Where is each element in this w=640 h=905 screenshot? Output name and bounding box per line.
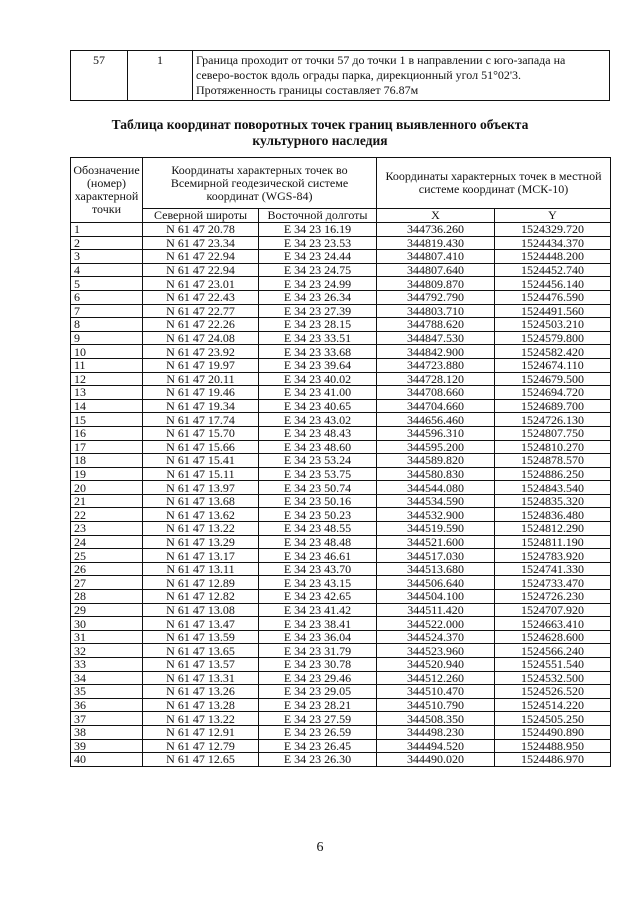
- longitude-cell: E 34 23 29.46: [259, 671, 377, 685]
- y-coordinate-cell: 1524726.230: [495, 590, 611, 604]
- y-coordinate-cell: 1524878.570: [495, 454, 611, 468]
- y-coordinate-cell: 1524726.130: [495, 413, 611, 427]
- longitude-cell: E 34 23 30.78: [259, 658, 377, 672]
- point-number-cell: 14: [71, 399, 143, 413]
- latitude-cell: N 61 47 15.70: [143, 426, 259, 440]
- latitude-cell: N 61 47 13.68: [143, 494, 259, 508]
- x-coordinate-cell: 344807.410: [377, 250, 495, 264]
- y-coordinate-cell: 1524566.240: [495, 644, 611, 658]
- point-number-cell: 24: [71, 535, 143, 549]
- latitude-cell: N 61 47 23.01: [143, 277, 259, 291]
- table-row: [71, 263, 611, 277]
- table-row: [71, 277, 611, 291]
- latitude-cell: N 61 47 13.08: [143, 603, 259, 617]
- y-coordinate-cell: 1524452.740: [495, 263, 611, 277]
- y-coordinate-cell: 1524836.480: [495, 508, 611, 522]
- longitude-cell: E 34 23 26.59: [259, 725, 377, 739]
- header-latitude: Северной широты: [143, 209, 259, 223]
- y-coordinate-cell: 1524807.750: [495, 426, 611, 440]
- point-number-cell: 28: [71, 590, 143, 604]
- y-coordinate-cell: 1524448.200: [495, 250, 611, 264]
- table-row: [71, 372, 611, 386]
- y-coordinate-cell: 1524694.720: [495, 386, 611, 400]
- point-number-cell: 2: [71, 236, 143, 250]
- latitude-cell: N 61 47 19.46: [143, 386, 259, 400]
- table-row: [71, 426, 611, 440]
- point-number-cell: 30: [71, 617, 143, 631]
- point-number-cell: 17: [71, 440, 143, 454]
- x-coordinate-cell: 344847.530: [377, 331, 495, 345]
- longitude-cell: E 34 23 38.41: [259, 617, 377, 631]
- longitude-cell: E 34 23 33.68: [259, 345, 377, 359]
- point-number-cell: 40: [71, 753, 143, 767]
- table-row: [71, 739, 611, 753]
- x-coordinate-cell: 344510.790: [377, 698, 495, 712]
- longitude-cell: E 34 23 48.48: [259, 535, 377, 549]
- x-coordinate-cell: 344490.020: [377, 753, 495, 767]
- table-row: [71, 671, 611, 685]
- latitude-cell: N 61 47 12.91: [143, 725, 259, 739]
- latitude-cell: N 61 47 13.26: [143, 685, 259, 699]
- longitude-cell: E 34 23 26.45: [259, 739, 377, 753]
- header-longitude: Восточной долготы: [259, 209, 377, 223]
- table-row: [71, 685, 611, 699]
- longitude-cell: E 34 23 43.15: [259, 576, 377, 590]
- table-row: [71, 386, 611, 400]
- x-coordinate-cell: 344819.430: [377, 236, 495, 250]
- table-row: [71, 250, 611, 264]
- y-coordinate-cell: 1524741.330: [495, 562, 611, 576]
- y-coordinate-cell: 1524810.270: [495, 440, 611, 454]
- x-coordinate-cell: 344792.790: [377, 290, 495, 304]
- latitude-cell: N 61 47 12.89: [143, 576, 259, 590]
- y-coordinate-cell: 1524811.190: [495, 535, 611, 549]
- point-number-cell: 15: [71, 413, 143, 427]
- latitude-cell: N 61 47 13.29: [143, 535, 259, 549]
- longitude-cell: E 34 23 28.21: [259, 698, 377, 712]
- table-title-line: Таблица координат поворотных точек границ выявленного объекта: [111, 117, 529, 132]
- y-coordinate-cell: 1524551.540: [495, 658, 611, 672]
- y-coordinate-cell: 1524707.920: [495, 603, 611, 617]
- point-number-cell: 7: [71, 304, 143, 318]
- x-coordinate-cell: 344524.370: [377, 630, 495, 644]
- table-row: [71, 658, 611, 672]
- longitude-cell: E 34 23 39.64: [259, 358, 377, 372]
- longitude-cell: E 34 23 41.00: [259, 386, 377, 400]
- table-row: [71, 549, 611, 563]
- point-number-cell: 10: [71, 345, 143, 359]
- point-number-cell: 1: [71, 223, 143, 237]
- y-coordinate-cell: 1524689.700: [495, 399, 611, 413]
- y-coordinate-cell: 1524490.890: [495, 725, 611, 739]
- longitude-cell: E 34 23 48.55: [259, 522, 377, 536]
- table-row: [71, 590, 611, 604]
- coordinates-table: [70, 157, 611, 767]
- latitude-cell: N 61 47 13.62: [143, 508, 259, 522]
- point-number-cell: 27: [71, 576, 143, 590]
- longitude-cell: E 34 23 33.51: [259, 331, 377, 345]
- latitude-cell: N 61 47 13.22: [143, 712, 259, 726]
- x-coordinate-cell: 344842.900: [377, 345, 495, 359]
- table-row: [71, 331, 611, 345]
- longitude-cell: E 34 23 48.60: [259, 440, 377, 454]
- x-coordinate-cell: 344508.350: [377, 712, 495, 726]
- latitude-cell: N 61 47 15.11: [143, 467, 259, 481]
- longitude-cell: E 34 23 36.04: [259, 630, 377, 644]
- latitude-cell: N 61 47 17.74: [143, 413, 259, 427]
- latitude-cell: N 61 47 13.97: [143, 481, 259, 495]
- header-x: X: [377, 209, 495, 223]
- longitude-cell: E 34 23 26.30: [259, 753, 377, 767]
- longitude-cell: E 34 23 23.53: [259, 236, 377, 250]
- y-coordinate-cell: 1524505.250: [495, 712, 611, 726]
- point-number-cell: 16: [71, 426, 143, 440]
- header-wgs84-group: Координаты характерных точек во Всемирной геодезической системе координат (WGS-84): [143, 158, 377, 209]
- latitude-cell: N 61 47 15.66: [143, 440, 259, 454]
- table-row: [71, 644, 611, 658]
- boundary-description: [193, 51, 610, 101]
- longitude-cell: E 34 23 29.05: [259, 685, 377, 699]
- x-coordinate-cell: 344580.830: [377, 467, 495, 481]
- point-number-cell: 32: [71, 644, 143, 658]
- page-number: 6: [316, 840, 324, 855]
- y-coordinate-cell: 1524783.920: [495, 549, 611, 563]
- boundary-row: [71, 51, 610, 101]
- table-row: [71, 535, 611, 549]
- longitude-cell: E 34 23 28.15: [259, 318, 377, 332]
- y-coordinate-cell: 1524835.320: [495, 494, 611, 508]
- y-coordinate-cell: 1524434.370: [495, 236, 611, 250]
- latitude-cell: N 61 47 20.11: [143, 372, 259, 386]
- table-row: [71, 522, 611, 536]
- point-number-cell: 11: [71, 358, 143, 372]
- point-number-cell: 19: [71, 467, 143, 481]
- x-coordinate-cell: 344803.710: [377, 304, 495, 318]
- latitude-cell: N 61 47 23.92: [143, 345, 259, 359]
- x-coordinate-cell: 344656.460: [377, 413, 495, 427]
- longitude-cell: E 34 23 43.02: [259, 413, 377, 427]
- latitude-cell: N 61 47 13.47: [143, 617, 259, 631]
- x-coordinate-cell: 344506.640: [377, 576, 495, 590]
- y-coordinate-cell: 1524476.590: [495, 290, 611, 304]
- description-line: Граница проходит от точки 57 до точки 1 в направлении с юго-запада на: [196, 53, 566, 67]
- table-row: [71, 562, 611, 576]
- table-row: [71, 345, 611, 359]
- x-coordinate-cell: 344517.030: [377, 549, 495, 563]
- point-number-cell: 34: [71, 671, 143, 685]
- x-coordinate-cell: 344510.470: [377, 685, 495, 699]
- latitude-cell: N 61 47 13.59: [143, 630, 259, 644]
- point-number-cell: 20: [71, 481, 143, 495]
- y-coordinate-cell: 1524491.560: [495, 304, 611, 318]
- latitude-cell: N 61 47 19.34: [143, 399, 259, 413]
- latitude-cell: N 61 47 13.65: [143, 644, 259, 658]
- latitude-cell: N 61 47 19.97: [143, 358, 259, 372]
- y-coordinate-cell: 1524886.250: [495, 467, 611, 481]
- latitude-cell: N 61 47 12.79: [143, 739, 259, 753]
- longitude-cell: E 34 23 42.65: [259, 590, 377, 604]
- point-number-cell: 25: [71, 549, 143, 563]
- y-coordinate-cell: 1524526.520: [495, 685, 611, 699]
- table-title: [90, 117, 550, 149]
- latitude-cell: N 61 47 12.65: [143, 753, 259, 767]
- coordinates-body: [71, 223, 611, 767]
- longitude-cell: E 34 23 16.19: [259, 223, 377, 237]
- y-coordinate-cell: 1524488.950: [495, 739, 611, 753]
- longitude-cell: E 34 23 53.24: [259, 454, 377, 468]
- latitude-cell: N 61 47 13.17: [143, 549, 259, 563]
- latitude-cell: N 61 47 22.94: [143, 263, 259, 277]
- table-row: [71, 358, 611, 372]
- point-number-cell: 35: [71, 685, 143, 699]
- y-coordinate-cell: 1524679.500: [495, 372, 611, 386]
- point-number-cell: 38: [71, 725, 143, 739]
- x-coordinate-cell: 344522.000: [377, 617, 495, 631]
- longitude-cell: E 34 23 50.16: [259, 494, 377, 508]
- table-row: [71, 399, 611, 413]
- y-coordinate-cell: 1524486.970: [495, 753, 611, 767]
- boundary-end-point: 1: [128, 51, 193, 101]
- x-coordinate-cell: 344532.900: [377, 508, 495, 522]
- longitude-cell: E 34 23 24.99: [259, 277, 377, 291]
- table-row: [71, 603, 611, 617]
- x-coordinate-cell: 344704.660: [377, 399, 495, 413]
- point-number-cell: 3: [71, 250, 143, 264]
- y-coordinate-cell: 1524456.140: [495, 277, 611, 291]
- latitude-cell: N 61 47 22.94: [143, 250, 259, 264]
- x-coordinate-cell: 344523.960: [377, 644, 495, 658]
- x-coordinate-cell: 344511.420: [377, 603, 495, 617]
- longitude-cell: E 34 23 40.65: [259, 399, 377, 413]
- table-row: [71, 725, 611, 739]
- point-number-cell: 12: [71, 372, 143, 386]
- y-coordinate-cell: 1524843.540: [495, 481, 611, 495]
- table-row: [71, 576, 611, 590]
- longitude-cell: E 34 23 50.74: [259, 481, 377, 495]
- latitude-cell: N 61 47 22.43: [143, 290, 259, 304]
- point-number-cell: 18: [71, 454, 143, 468]
- table-title-line: культурного наследия: [252, 133, 388, 148]
- x-coordinate-cell: 344723.880: [377, 358, 495, 372]
- table-row: [71, 617, 611, 631]
- x-coordinate-cell: 344589.820: [377, 454, 495, 468]
- y-coordinate-cell: 1524514.220: [495, 698, 611, 712]
- table-row: [71, 304, 611, 318]
- longitude-cell: E 34 23 26.34: [259, 290, 377, 304]
- longitude-cell: E 34 23 27.39: [259, 304, 377, 318]
- y-coordinate-cell: 1524329.720: [495, 223, 611, 237]
- longitude-cell: E 34 23 53.75: [259, 467, 377, 481]
- latitude-cell: N 61 47 12.82: [143, 590, 259, 604]
- x-coordinate-cell: 344595.200: [377, 440, 495, 454]
- x-coordinate-cell: 344513.680: [377, 562, 495, 576]
- longitude-cell: E 34 23 27.59: [259, 712, 377, 726]
- x-coordinate-cell: 344596.310: [377, 426, 495, 440]
- longitude-cell: E 34 23 24.44: [259, 250, 377, 264]
- header-y: Y: [495, 209, 611, 223]
- point-number-cell: 26: [71, 562, 143, 576]
- y-coordinate-cell: 1524579.800: [495, 331, 611, 345]
- point-number-cell: 5: [71, 277, 143, 291]
- x-coordinate-cell: 344494.520: [377, 739, 495, 753]
- y-coordinate-cell: 1524663.410: [495, 617, 611, 631]
- longitude-cell: E 34 23 31.79: [259, 644, 377, 658]
- x-coordinate-cell: 344520.940: [377, 658, 495, 672]
- longitude-cell: E 34 23 50.23: [259, 508, 377, 522]
- point-number-cell: 4: [71, 263, 143, 277]
- table-row: [71, 454, 611, 468]
- x-coordinate-cell: 344512.260: [377, 671, 495, 685]
- point-number-cell: 37: [71, 712, 143, 726]
- latitude-cell: N 61 47 13.57: [143, 658, 259, 672]
- x-coordinate-cell: 344736.260: [377, 223, 495, 237]
- header-row: [71, 158, 611, 209]
- point-number-cell: 8: [71, 318, 143, 332]
- y-coordinate-cell: 1524733.470: [495, 576, 611, 590]
- x-coordinate-cell: 344519.590: [377, 522, 495, 536]
- latitude-cell: N 61 47 24.08: [143, 331, 259, 345]
- x-coordinate-cell: 344807.640: [377, 263, 495, 277]
- table-row: [71, 753, 611, 767]
- description-line: северо-восток вдоль ограды парка, дирекционный угол 51°02'3.: [196, 68, 522, 82]
- subheader-row: [71, 209, 611, 223]
- table-row: [71, 440, 611, 454]
- table-row: [71, 712, 611, 726]
- point-number-cell: 13: [71, 386, 143, 400]
- latitude-cell: N 61 47 15.41: [143, 454, 259, 468]
- table-row: [71, 223, 611, 237]
- table-row: [71, 290, 611, 304]
- table-row: [71, 413, 611, 427]
- point-number-cell: 36: [71, 698, 143, 712]
- x-coordinate-cell: 344498.230: [377, 725, 495, 739]
- x-coordinate-cell: 344728.120: [377, 372, 495, 386]
- point-number-cell: 9: [71, 331, 143, 345]
- x-coordinate-cell: 344708.660: [377, 386, 495, 400]
- point-number-cell: 39: [71, 739, 143, 753]
- latitude-cell: N 61 47 13.22: [143, 522, 259, 536]
- point-number-cell: 33: [71, 658, 143, 672]
- latitude-cell: N 61 47 22.77: [143, 304, 259, 318]
- point-number-cell: 22: [71, 508, 143, 522]
- table-row: [71, 318, 611, 332]
- latitude-cell: N 61 47 20.78: [143, 223, 259, 237]
- point-number-cell: 6: [71, 290, 143, 304]
- point-number-cell: 21: [71, 494, 143, 508]
- y-coordinate-cell: 1524532.500: [495, 671, 611, 685]
- table-row: [71, 698, 611, 712]
- table-row: [71, 467, 611, 481]
- longitude-cell: E 34 23 41.42: [259, 603, 377, 617]
- latitude-cell: N 61 47 13.28: [143, 698, 259, 712]
- description-line: Протяженность границы составляет 76.87м: [196, 83, 419, 97]
- x-coordinate-cell: 344534.590: [377, 494, 495, 508]
- x-coordinate-cell: 344788.620: [377, 318, 495, 332]
- longitude-cell: E 34 23 46.61: [259, 549, 377, 563]
- point-number-cell: 31: [71, 630, 143, 644]
- boundary-start-point: 57: [71, 51, 128, 101]
- table-row: [71, 494, 611, 508]
- y-coordinate-cell: 1524674.110: [495, 358, 611, 372]
- y-coordinate-cell: 1524628.600: [495, 630, 611, 644]
- latitude-cell: N 61 47 22.26: [143, 318, 259, 332]
- header-local-group: Координаты характерных точек в местной системе координат (МСК-10): [377, 158, 611, 209]
- y-coordinate-cell: 1524812.290: [495, 522, 611, 536]
- longitude-cell: E 34 23 48.43: [259, 426, 377, 440]
- table-row: [71, 481, 611, 495]
- longitude-cell: E 34 23 43.70: [259, 562, 377, 576]
- table-row: [71, 236, 611, 250]
- latitude-cell: N 61 47 13.11: [143, 562, 259, 576]
- header-point-number: Обозначение (номер) характерной точки: [71, 158, 143, 223]
- y-coordinate-cell: 1524582.420: [495, 345, 611, 359]
- longitude-cell: E 34 23 40.02: [259, 372, 377, 386]
- boundary-description-row: [70, 50, 610, 101]
- point-number-cell: 23: [71, 522, 143, 536]
- x-coordinate-cell: 344809.870: [377, 277, 495, 291]
- latitude-cell: N 61 47 23.34: [143, 236, 259, 250]
- x-coordinate-cell: 344544.080: [377, 481, 495, 495]
- longitude-cell: E 34 23 24.75: [259, 263, 377, 277]
- x-coordinate-cell: 344504.100: [377, 590, 495, 604]
- latitude-cell: N 61 47 13.31: [143, 671, 259, 685]
- table-row: [71, 630, 611, 644]
- x-coordinate-cell: 344521.600: [377, 535, 495, 549]
- y-coordinate-cell: 1524503.210: [495, 318, 611, 332]
- point-number-cell: 29: [71, 603, 143, 617]
- table-row: [71, 508, 611, 522]
